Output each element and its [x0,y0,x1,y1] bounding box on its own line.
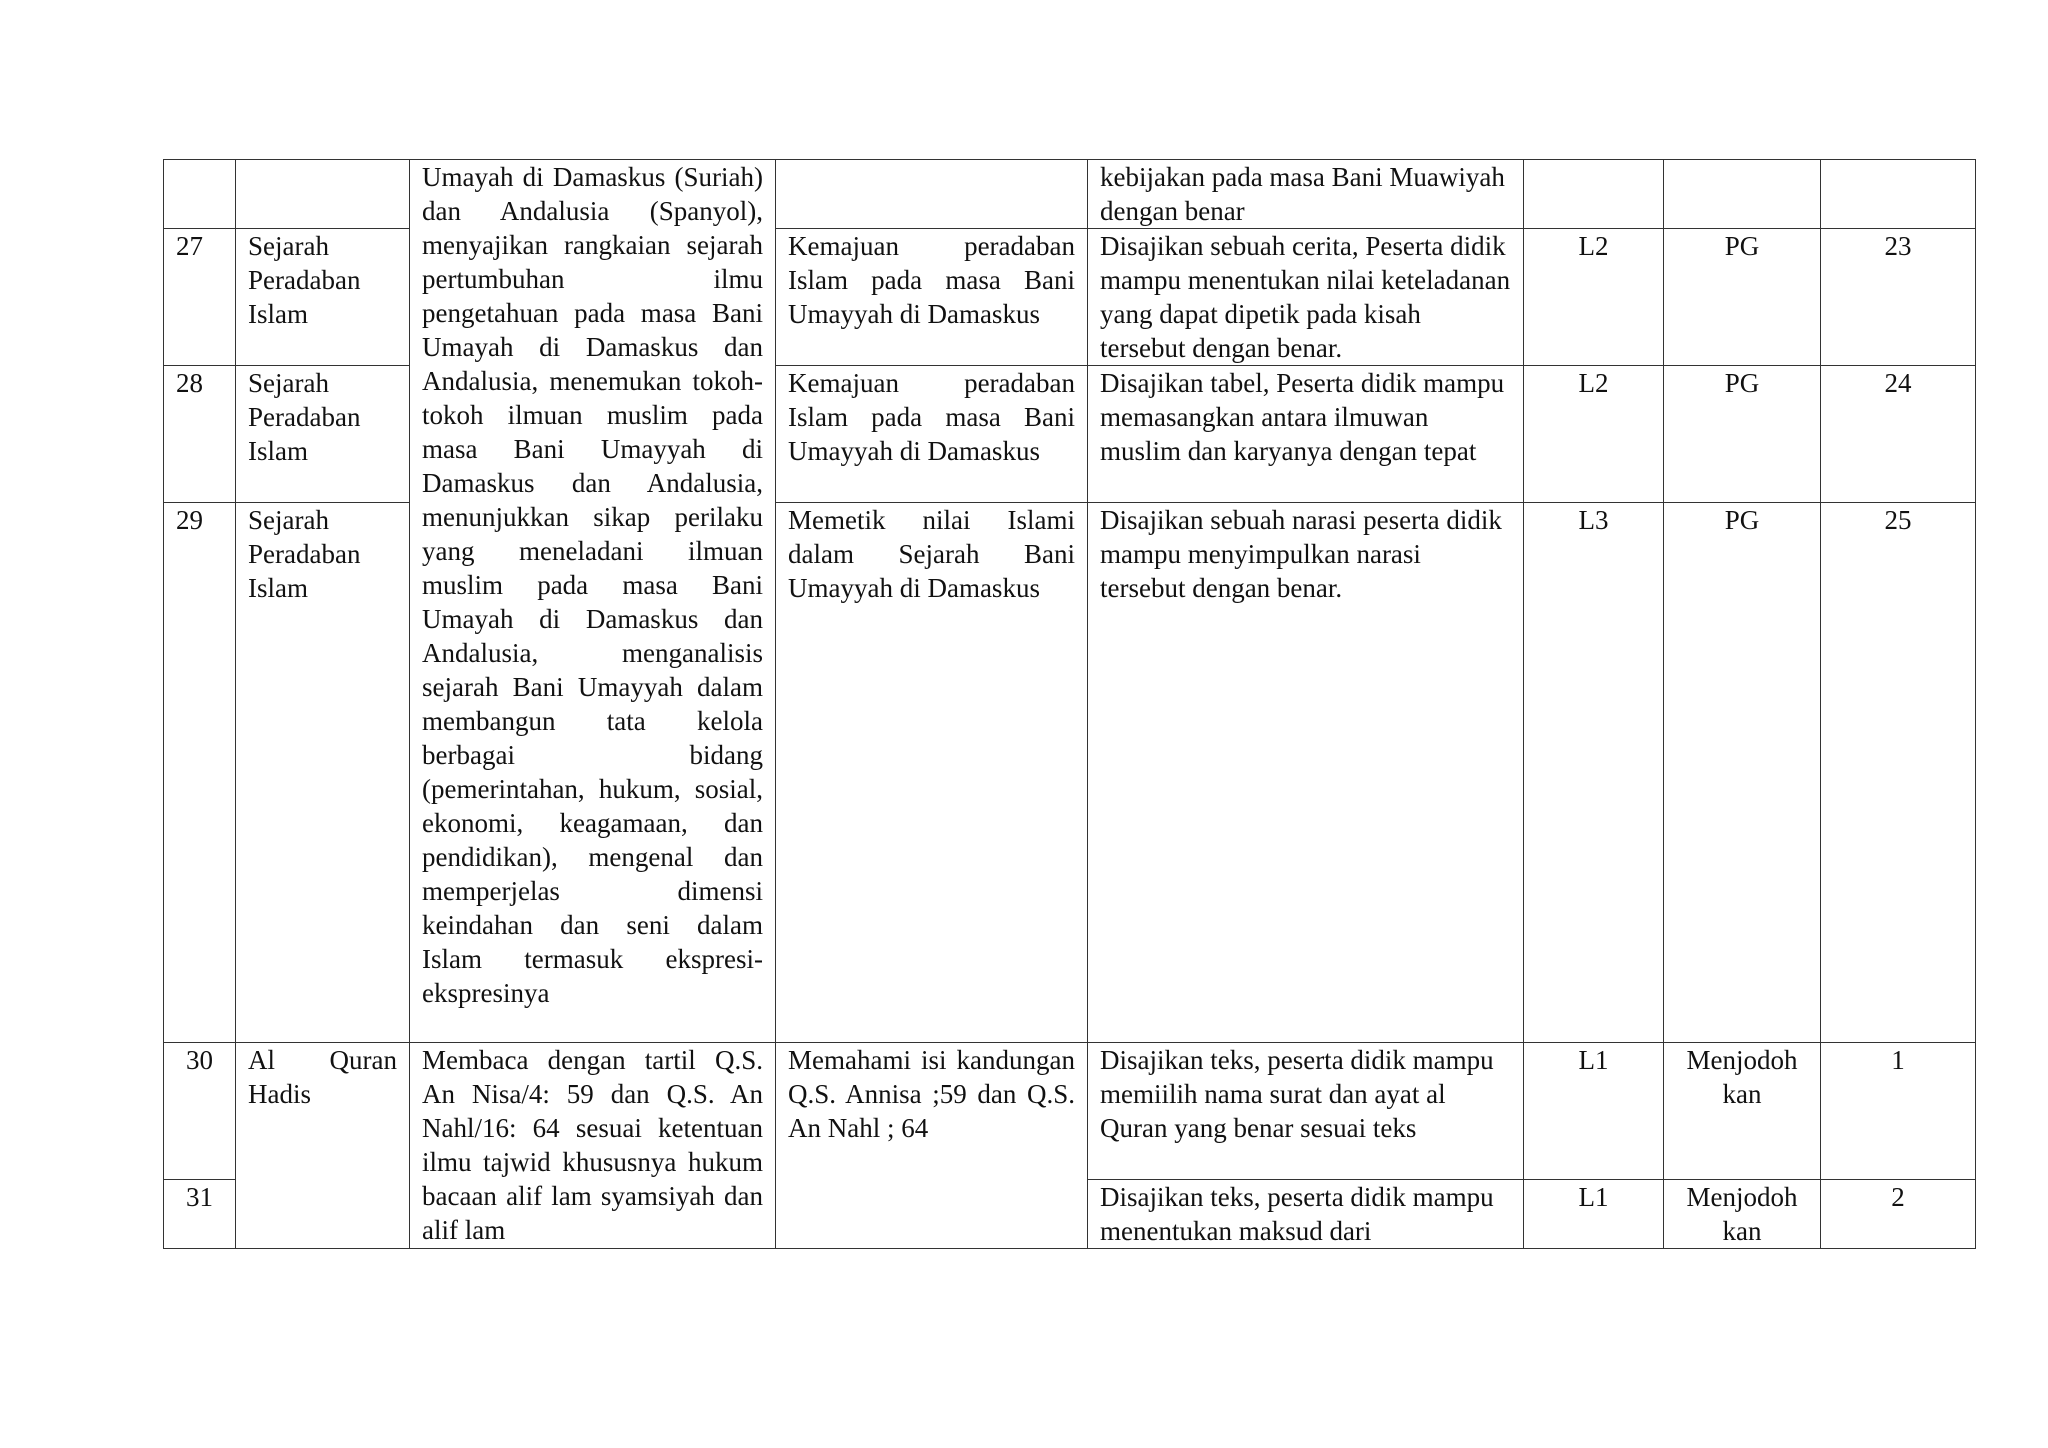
table-row [164,160,1976,229]
item-number-cell: 2 [1821,1180,1976,1249]
material-cell: Memahami isi kandungan Q.S. Annisa ;59 dan Q.S. An Nahl ; 64 [776,1043,1088,1249]
material-cell: Memetik nilai Islami dalam Sejarah Bani Umayyah di Damaskus [776,503,1088,1043]
form-cell: PG [1664,503,1821,1043]
indicator-cell: Disajikan teks, peserta didik mampu menentukan maksud dari [1088,1180,1524,1249]
indicator-cell: Disajikan sebuah cerita, Peserta didik mampu menentukan nilai keteladanan yang dapat dipetik pada kisah tersebut dengan benar. [1088,229,1524,366]
row-number-cell: 30 [164,1043,236,1180]
level-cell: L2 [1524,229,1664,366]
level-cell [1524,160,1664,229]
table-row [164,1043,1976,1180]
row-number-cell [164,160,236,229]
form-cell: PG [1664,366,1821,503]
level-cell: L1 [1524,1180,1664,1249]
subject-cell: Al Quran Hadis [236,1043,410,1249]
competency-cell: Membaca dengan tartil Q.S. An Nisa/4: 59 dan Q.S. An Nahl/16: 64 sesuai ketentuan ilmu tajwid khususnya hukum bacaan alif lam syamsiyah dan alif lam [410,1043,776,1249]
form-cell [1664,160,1821,229]
level-cell: L1 [1524,1043,1664,1180]
row-number-cell: 31 [164,1180,236,1249]
item-number-cell [1821,160,1976,229]
row-number-cell: 27 [164,229,236,366]
item-number-cell: 24 [1821,366,1976,503]
item-number-cell: 23 [1821,229,1976,366]
material-cell: Kemajuan peradaban Islam pada masa Bani Umayyah di Damaskus [776,229,1088,366]
subject-cell: Sejarah Peradaban Islam [236,503,410,1043]
level-cell: L2 [1524,366,1664,503]
material-cell: Kemajuan peradaban Islam pada masa Bani Umayyah di Damaskus [776,366,1088,503]
indicator-cell: Disajikan sebuah narasi peserta didik mampu menyimpulkan narasi tersebut dengan benar. [1088,503,1524,1043]
level-cell: L3 [1524,503,1664,1043]
form-cell: Menjodoh kan [1664,1043,1821,1180]
material-cell [776,160,1088,229]
row-number-cell: 28 [164,366,236,503]
row-number-cell: 29 [164,503,236,1043]
subject-cell: Sejarah Peradaban Islam [236,366,410,503]
item-number-cell: 25 [1821,503,1976,1043]
subject-cell: Sejarah Peradaban Islam [236,229,410,366]
item-number-cell: 1 [1821,1043,1976,1180]
indicator-cell: kebijakan pada masa Bani Muawiyah dengan benar [1088,160,1524,229]
form-cell: Menjodoh kan [1664,1180,1821,1249]
subject-cell [236,160,410,229]
competency-cell: Umayah di Damaskus (Suriah) dan Andalusia (Spanyol), menyajikan rangkaian sejarah pertumbuhan ilmu pengetahuan pada masa Bani Umayah di Damaskus dan Andalusia, menemukan tokoh-tokoh ilmuan muslim pada masa Bani Umayyah di Damaskus dan Andalusia, menunjukkan sikap perilaku yang meneladani ilmuan muslim pada masa Bani Umayah di Damaskus dan Andalusia, menganalisis sejarah Bani Umayyah dalam membangun tata kelola berbagai bidang (pemerintahan, hukum, sosial, ekonomi, keagamaan, dan pendidikan), mengenal dan memperjelas dimensi keindahan dan seni dalam Islam termasuk ekspresi-ekspresinya [410,160,776,1043]
indicator-cell: Disajikan teks, peserta didik mampu memiilih nama surat dan ayat al Quran yang benar sesuai teks [1088,1043,1524,1180]
form-cell: PG [1664,229,1821,366]
indicator-cell: Disajikan tabel, Peserta didik mampu memasangkan antara ilmuwan muslim dan karyanya dengan tepat [1088,366,1524,503]
question-grid-table [163,159,1976,1249]
